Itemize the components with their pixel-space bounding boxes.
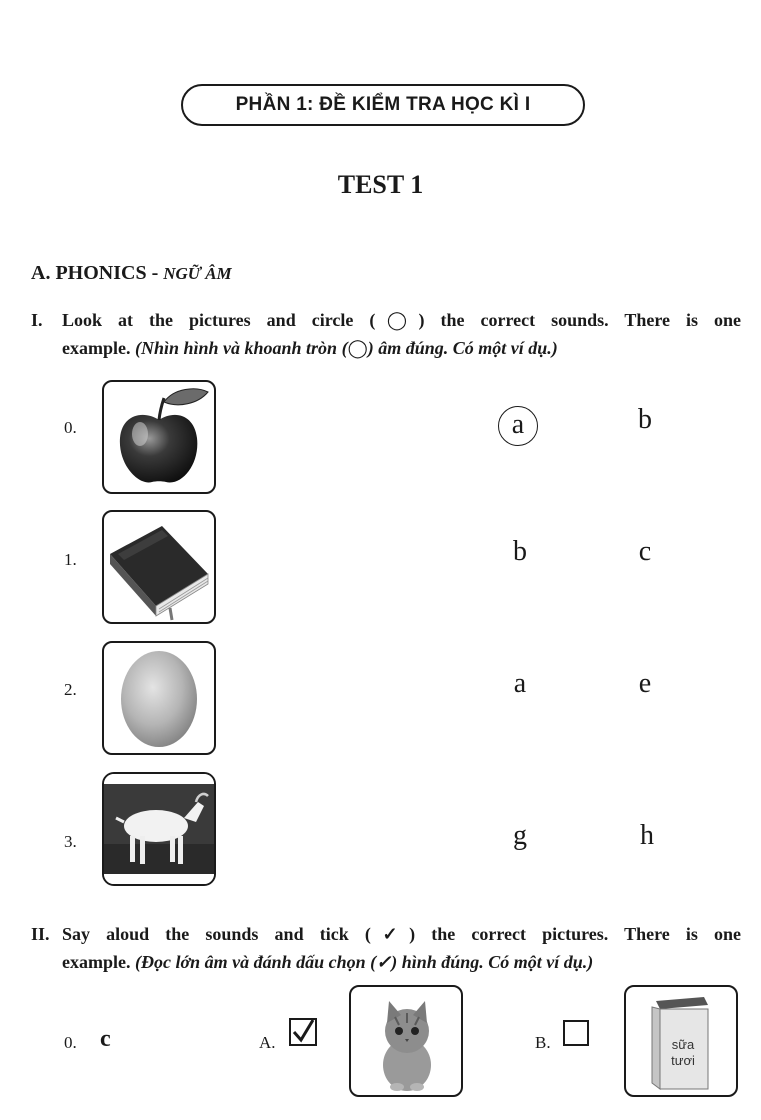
apple-picture xyxy=(102,380,216,494)
option-a-label: A. xyxy=(259,1033,276,1052)
item-0-number: 0. xyxy=(64,418,77,437)
exercise-1-instruction xyxy=(31,306,741,366)
exercise-2-line-2-en: example. xyxy=(62,952,135,972)
exercise-2-instruction xyxy=(31,920,741,980)
section-title: PHẦN 1: ĐỀ KIỂM TRA HỌC KÌ I xyxy=(181,84,585,126)
book-picture xyxy=(102,510,216,624)
item-2-choice-1[interactable]: a xyxy=(513,668,527,699)
carton-label xyxy=(654,1037,712,1069)
item-0-choice-2[interactable]: b xyxy=(638,404,652,435)
item-3-number: 3. xyxy=(64,832,77,851)
exercise-1-line-2-vi: (Nhìn hình và khoanh tròn (◯) âm đúng. Có một ví dụ.) xyxy=(134,338,558,358)
exercise-2-number: II. xyxy=(31,924,50,944)
cat-picture xyxy=(349,985,463,1097)
item-0-choice-1-circled[interactable]: a xyxy=(498,406,538,446)
part-a-heading xyxy=(31,262,232,285)
exercise-1-line-1: Look at the pictures and circle (◯) the correct sounds. There is one xyxy=(62,310,741,330)
milk-carton-picture xyxy=(624,985,738,1097)
exercise-1-number: I. xyxy=(31,310,43,330)
item-1-choice-2[interactable]: c xyxy=(638,536,652,567)
option-b-checkbox[interactable] xyxy=(563,1020,589,1046)
item-1-choice-1[interactable]: b xyxy=(513,536,527,567)
item-3-choice-1[interactable]: g xyxy=(513,820,527,851)
part-a-label: A. PHONICS - xyxy=(31,262,164,284)
checkmark-icon xyxy=(291,1020,315,1044)
example-sound: c xyxy=(100,1026,111,1052)
carton-label-line-1: sữa xyxy=(671,1037,695,1052)
exercise-1-line-2 xyxy=(62,334,558,362)
option-b-label: B. xyxy=(535,1033,551,1052)
item-2-choice-2[interactable]: e xyxy=(638,668,652,699)
egg-picture xyxy=(102,641,216,755)
carton-label-line-2: tươi xyxy=(671,1053,695,1068)
test-title: TEST 1 xyxy=(337,170,424,199)
item-1-number: 1. xyxy=(64,550,77,569)
part-a-title-vi: NGỮ ÂM xyxy=(163,264,232,283)
example-number: 0. xyxy=(64,1033,77,1052)
exercise-2-line-2 xyxy=(62,948,593,976)
exercise-2-line-1: Say aloud the sounds and tick (✓) the correct pictures. There is one xyxy=(62,924,741,944)
item-2-number: 2. xyxy=(64,680,77,699)
exercise-2-line-2-vi: (Đọc lớn âm và đánh dấu chọn (✓) hình đúng. Có một ví dụ.) xyxy=(134,952,594,972)
exercise-1-line-2-en: example. xyxy=(62,338,135,358)
item-3-choice-2[interactable]: h xyxy=(640,820,654,851)
goat-picture xyxy=(102,772,216,886)
option-a-checkbox[interactable] xyxy=(289,1018,317,1046)
